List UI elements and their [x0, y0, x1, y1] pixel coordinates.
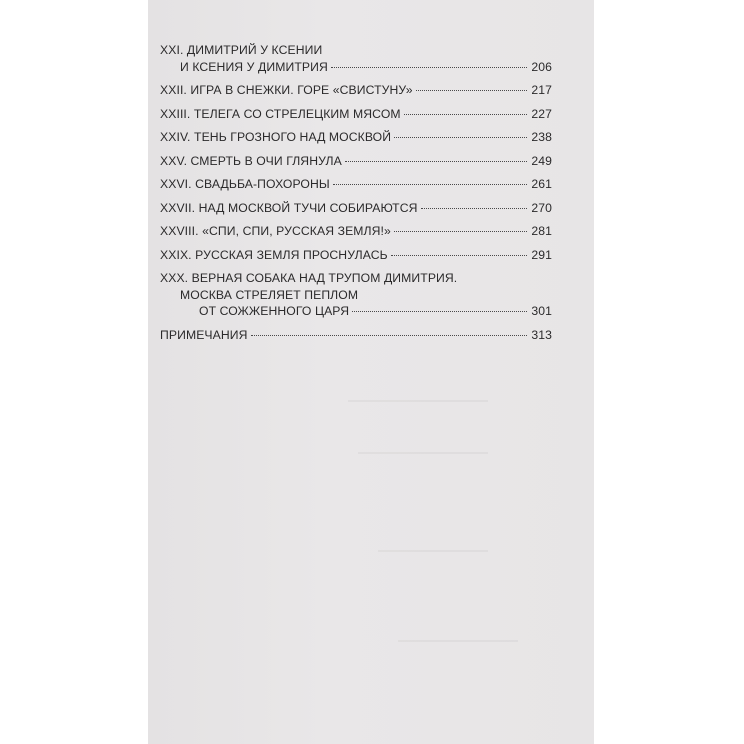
dot-leader	[404, 114, 528, 115]
toc-page-number: 291	[531, 247, 552, 262]
toc-entry-xxi	[160, 42, 552, 75]
toc-line	[160, 303, 552, 320]
toc-line	[160, 223, 552, 240]
toc-entry-title-continued: МОСКВА СТРЕЛЯЕТ ПЕПЛОМ	[180, 287, 359, 302]
toc-line	[160, 106, 552, 123]
toc-line	[160, 247, 552, 264]
toc-page-number: 270	[531, 200, 552, 215]
toc-page-number: 227	[531, 106, 552, 121]
toc-entry-title: XXIX. РУССКАЯ ЗЕМЛЯ ПРОСНУЛАСЬ	[160, 247, 388, 262]
toc-entry-xxii	[160, 82, 552, 99]
toc-entry-title: XXIV. ТЕНЬ ГРОЗНОГО НАД МОСКВОЙ	[160, 130, 392, 144]
table-of-contents	[160, 42, 552, 350]
toc-entry-title: XXV. СМЕРТЬ В ОЧИ ГЛЯНУЛА	[160, 153, 342, 168]
dot-leader	[391, 255, 528, 256]
dot-leader	[333, 184, 528, 185]
dot-leader	[394, 231, 527, 232]
toc-line	[160, 129, 552, 146]
toc-line	[160, 82, 552, 99]
dot-leader	[352, 311, 527, 312]
show-through-mark	[348, 400, 488, 402]
toc-line	[160, 270, 552, 287]
dot-leader	[421, 208, 528, 209]
toc-entry-title: XXVII. НАД МОСКВОЙ ТУЧИ СОБИРАЮТСЯ	[160, 200, 418, 215]
toc-entry-title: XXVI. СВАДЬБА-ПОХОРОНЫ	[160, 177, 330, 191]
toc-line	[160, 153, 552, 170]
toc-entry-xxvi	[160, 176, 552, 193]
show-through-mark	[378, 550, 488, 552]
toc-page-number: 206	[531, 59, 552, 74]
toc-entry-title: XXIII. ТЕЛЕГА СО СТРЕЛЕЦКИМ МЯСОМ	[160, 106, 401, 121]
toc-entry-xxiii	[160, 106, 552, 123]
dot-leader	[251, 335, 528, 336]
toc-entry-title-continued: И КСЕНИЯ У ДИМИТРИЯ	[180, 59, 328, 74]
book-page	[148, 0, 594, 744]
toc-line	[160, 176, 552, 193]
toc-entry-title: XXX. ВЕРНАЯ СОБАКА НАД ТРУПОМ ДИМИТРИЯ.	[160, 271, 458, 285]
toc-line	[160, 59, 552, 76]
toc-entry-title: XXII. ИГРА В СНЕЖКИ. ГОРЕ «СВИСТУНУ»	[160, 83, 413, 97]
toc-entry-xxiv	[160, 129, 552, 146]
toc-entry-xxv	[160, 153, 552, 170]
toc-entry-notes	[160, 327, 552, 344]
toc-entry-xxvii	[160, 200, 552, 217]
toc-page-number: 238	[531, 130, 552, 144]
toc-page-number: 249	[531, 153, 552, 168]
toc-line	[160, 287, 552, 304]
toc-page-number: 301	[531, 304, 552, 318]
toc-entry-title: XXVIII. «СПИ, СПИ, РУССКАЯ ЗЕМЛЯ!»	[160, 224, 391, 238]
dot-leader	[394, 137, 527, 138]
toc-entry-xxviii	[160, 223, 552, 240]
toc-line	[160, 327, 552, 344]
toc-page-number: 313	[531, 327, 552, 342]
dot-leader	[416, 90, 528, 91]
dot-leader	[345, 161, 527, 162]
show-through-mark	[398, 640, 518, 642]
toc-entry-title-continued: ОТ СОЖЖЕННОГО ЦАРЯ	[199, 304, 350, 318]
toc-entry-title: ПРИМЕЧАНИЯ	[160, 327, 248, 342]
show-through-mark	[358, 452, 488, 454]
dot-leader	[331, 67, 527, 68]
toc-line	[160, 200, 552, 217]
toc-page-number: 217	[531, 83, 552, 97]
toc-entry-title: XXI. ДИМИТРИЙ У КСЕНИИ	[160, 43, 323, 57]
toc-entry-xxix	[160, 247, 552, 264]
toc-page-number: 281	[531, 224, 552, 238]
toc-page-number: 261	[531, 177, 552, 191]
toc-entry-xxx	[160, 270, 552, 320]
toc-line	[160, 42, 552, 59]
